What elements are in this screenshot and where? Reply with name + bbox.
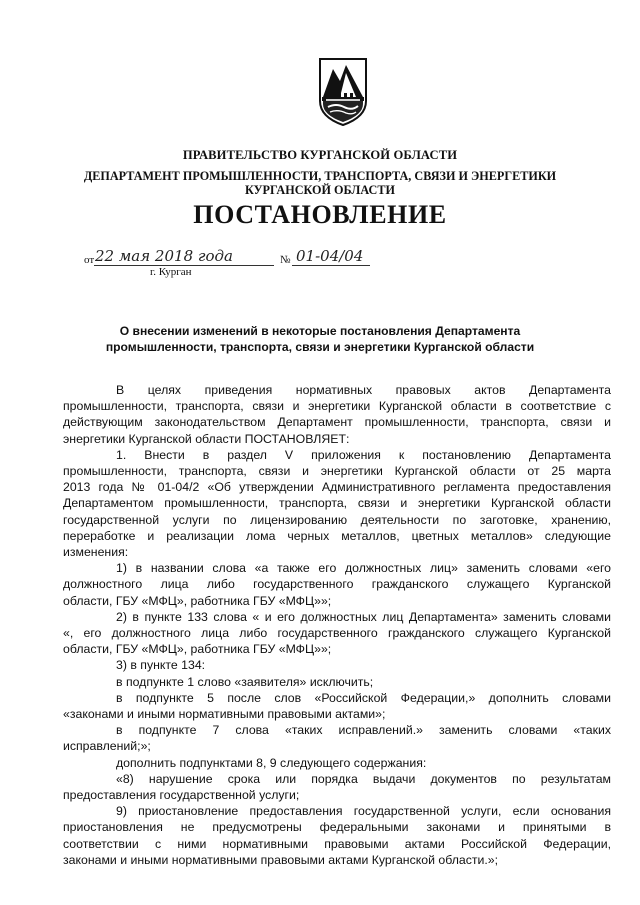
body-line: 3) в пункте 134: [116,658,206,672]
body-line: 9) приостановление предоставления государственной услуги, если основания [116,804,611,818]
number-underline [292,265,370,266]
body-line: 1. Внести в раздел V приложения к постановлению Департамента [116,448,611,462]
document-requisites [84,246,384,268]
body-line: в подпункте 1 слово «заявителя» исключить; [116,675,374,689]
department-name-line-2: КУРГАНСКОЙ ОБЛАСТИ [245,183,395,197]
body-line: энергетики Курганской области ПОСТАНОВЛЯЕТ: [63,432,350,446]
city-name: г. Курган [150,266,192,278]
body-line: соответствии с ними нормативными правовыми актами Российской Федерации, [63,837,611,851]
body-line: области, ГБУ «МФЦ», работника ГБУ «МФЦ»»; [63,594,332,608]
date-label: от [84,254,95,266]
body-line: изменения: [63,545,129,559]
subject-line-2: промышленности, транспорта, связи и энергетики Курганской области [105,340,535,354]
body-line: 2) в пункте 133 слова « и его должностных лиц Департамента» заменить словами [116,610,611,624]
body-line: «8) нарушение срока или порядка выдачи документов по результатам [116,772,611,786]
body-line: переработке и реализации лома черных металлов, цветных металлов» следующие [63,529,611,543]
body-line: промышленности, транспорта, связи и энергетики Курганской области в соответствие с [63,399,611,413]
subject-line-1: О внесении изменений в некоторые постановления Департамента [119,324,521,338]
body-line: законами и иными нормативными правовыми актами Курганской области.»; [63,853,499,867]
body-line: «, его должностного лица либо государственного гражданского служащего Курганской [63,626,611,640]
body-line: 1) в названии слова «а также его должностных лиц» заменить словами «его [116,561,611,575]
body-line: в подпункте 5 после слов «Российской Федерации,» дополнить словами [116,691,611,705]
body-line: действующим законодательством Департамент промышленности, транспорта, связи и [63,415,611,429]
body-line: 2013 года № 01-04/2 «Об утверждении Административного регламента предоставления [63,480,611,494]
number-label: № [280,254,291,266]
body-line: «законами и иными нормативными правовыми актами»; [63,707,386,721]
body-line: промышленности, транспорта, связи и энергетики Курганской области от 25 марта [63,464,611,478]
body-line: области, ГБУ «МФЦ», работника ГБУ «МФЦ»»; [63,642,332,656]
government-name: ПРАВИТЕЛЬСТВО КУРГАНСКОЙ ОБЛАСТИ [182,148,458,162]
body-line: должностного лица либо государственного гражданского служащего Курганской [63,577,611,591]
department-name-line-1: ДЕПАРТАМЕНТ ПРОМЫШЛЕННОСТИ, ТРАНСПОРТА, СВЯЗИ И ЭНЕРГЕТИКИ [83,169,557,183]
document-type-title: ПОСТАНОВЛЕНИЕ [193,200,447,229]
body-line: исправлений;»; [63,739,151,753]
body-line: предоставления государственной услуги; [63,788,300,802]
body-line: государственной услуги по лицензированию деятельности по заготовке, хранению, [63,513,611,527]
body-line: приостановления не предусмотрены федеральными законами и принятыми в [63,820,611,834]
coat-of-arms-emblem [318,57,368,127]
body-line: дополнить подпунктами 8, 9 следующего содержания: [116,756,427,770]
body-line: В целях приведения нормативных правовых актов Департамента [116,383,611,397]
date-handwritten: 22 мая 2018 года [95,247,233,265]
number-handwritten: 01-04/04 [296,247,364,265]
body-line: Департаментом промышленности, транспорта, связи и энергетики Курганской области [63,496,611,510]
body-line: в подпункте 7 слова «таких исправлений.» заменить словами «таких [116,723,611,737]
